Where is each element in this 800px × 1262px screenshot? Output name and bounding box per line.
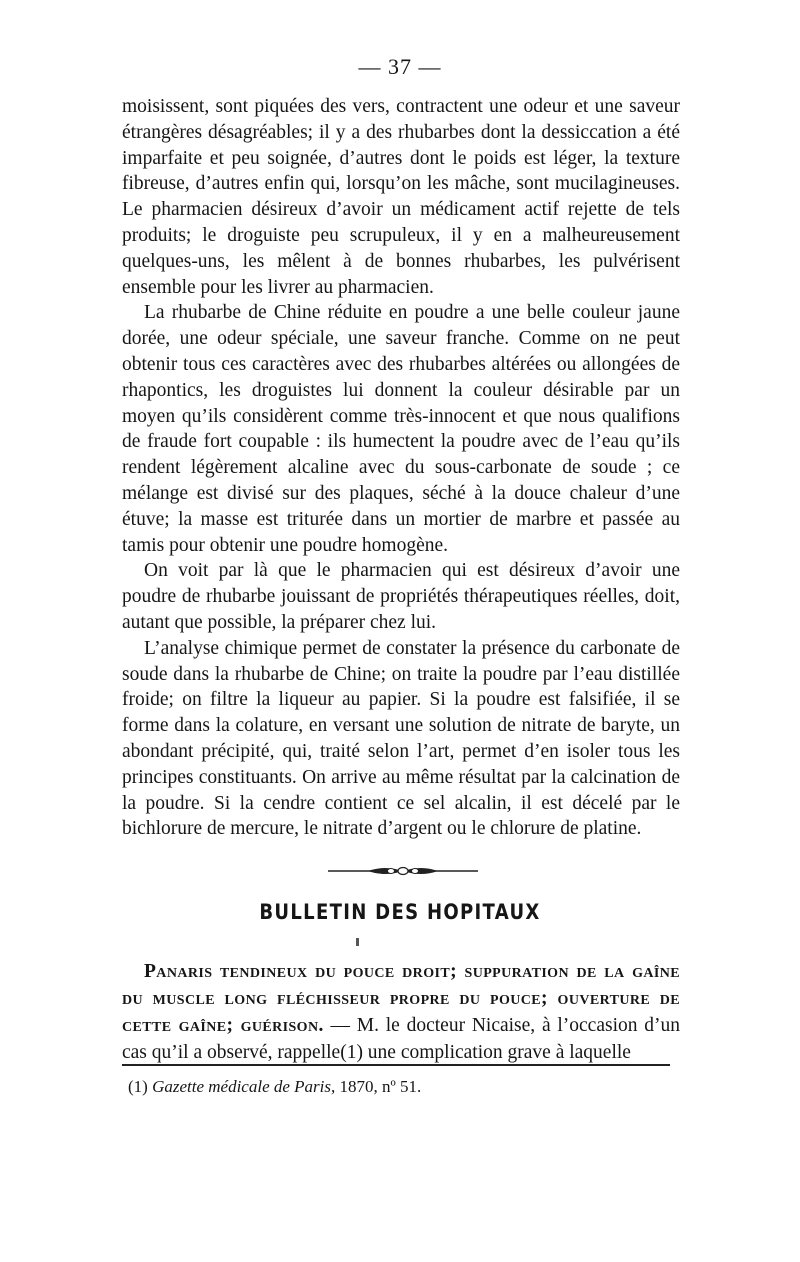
footnote-rule xyxy=(122,1064,670,1066)
page-number: — 37 — xyxy=(358,54,442,79)
article-heading: Panaris tendineux du pouce droit; suppuration de la gaîne du muscle long fléchisseur propre du pouce; ouverture de cette gaîne; guérison. xyxy=(122,961,680,1036)
paragraph-continuation: moisissent, sont piquées des vers, contractent une odeur et une saveur étrangères désagréables; il y a des rhubarbes dont la dessiccation a été imparfaite et peu soignée, d’autres dont le poids est léger, la texture fibreuse, d’autres enfin qui, lorsqu’on les mâche, sont mucilagineuses. Le pharmacien désireux d’avoir un médicament actif rejette de tels produits; le droguiste peu scrupuleux, il y en a malheureusement quelques-uns, les mêlent à de bonnes rhubarbes, les pulvérisent ensemble pour les livrer au pharmacien. xyxy=(122,96,680,298)
paragraph-chemical-analysis: L’analyse chimique permet de constater la présence du carbonate de soude dans la rhubarbe de Chine; on traite la poudre par l’eau distillée froide; on filtre la liqueur au papier. Si la poudre est falsifiée, il se forme dans la colature, en versant une solution de nitrate de baryte, un abondant précipité, qui, traité selon l’art, permet d’en isoler tous les principes constituants. On arrive au même résultat par la calcination de la poudre. Si la cendre contient ce sel alcalin, il est décelé par le bichlorure de mercure, le nitrate d’argent ou le chlorure de platine. xyxy=(122,637,680,840)
footnote-marker: (1) xyxy=(128,1077,148,1096)
ornament-divider xyxy=(328,864,478,878)
article xyxy=(122,958,680,1066)
section-title: BULLETIN DES HOPITAUX xyxy=(259,900,541,924)
footnote-journal: Gazette médicale de Paris xyxy=(152,1077,332,1096)
body-text xyxy=(122,94,680,842)
article-paragraph xyxy=(122,958,680,1066)
print-mark xyxy=(356,938,359,946)
paragraph-rhubarb-color: La rhubarbe de Chine réduite en poudre a une belle couleur jaune dorée, une odeur spéciale, une saveur franche. Comme on ne peut obtenir tous ces caractères avec des rhubarbes altérées ou allongées de rhapontics, les droguistes lui donnent la couleur désirable par un moyen qu’ils considèrent comme très-innocent et que nous qualifions de fraude fort coupable : ils humectent la poudre avec de l’eau qu’ils rendent légèrement alcaline avec du sous-carbonate de soude ; ce mélange est divisé sur des plaques, séché à la douce chaleur d’une étuve; la masse est triturée dans un mortier de marbre et passée au tamis pour obtenir une poudre homogène. xyxy=(122,302,680,556)
footnote-details: , 1870, nº 51. xyxy=(331,1077,422,1096)
article-text: — M. le docteur Nicaise, à l’occasion d’un cas qu’il a observé, rappelle(1) une complication grave à laquelle xyxy=(122,1015,680,1063)
paragraph-pharmacist-advice: On voit par là que le pharmacien qui est désireux d’avoir une poudre de rhubarbe jouissant de propriétés thérapeutiques réelles, doit, autant que possible, la préparer chez lui. xyxy=(122,560,680,633)
footnote xyxy=(128,1076,668,1098)
